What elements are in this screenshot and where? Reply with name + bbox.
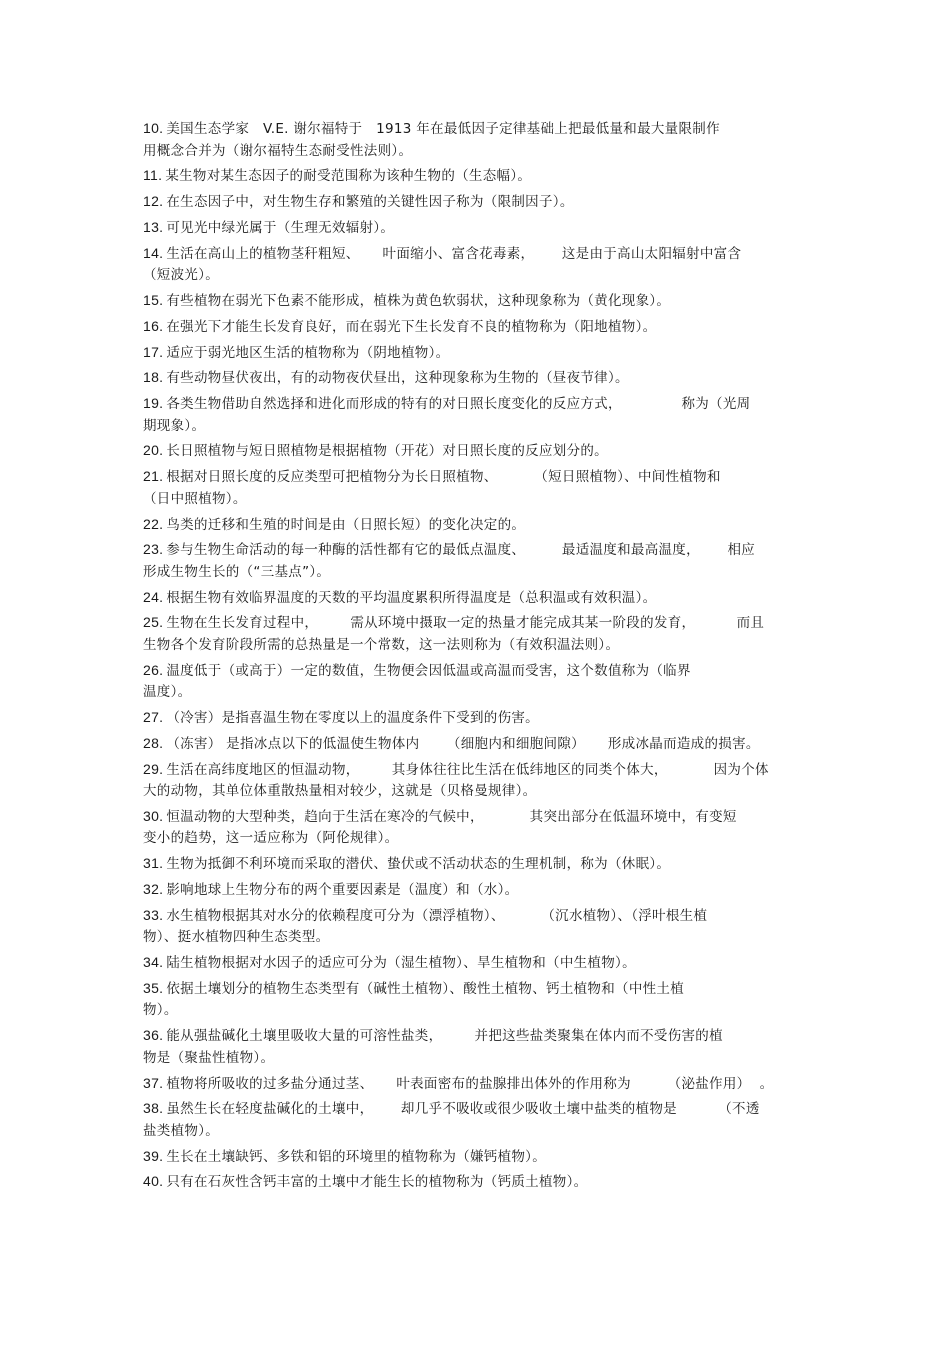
question-item — [143, 1146, 808, 1169]
question-number: 13. — [143, 218, 164, 235]
question-text-line — [143, 562, 808, 584]
question-number: 26. — [143, 661, 164, 678]
question-item — [143, 466, 808, 510]
question-item — [143, 978, 808, 1022]
question-text: 只有在石灰性含钙丰富的土壤中才能生长的植物称为（钙质土植物）。 — [166, 1174, 588, 1191]
question-text-line — [143, 165, 808, 188]
question-text: 物）。 — [143, 1002, 178, 1019]
question-number: 38. — [143, 1100, 164, 1117]
question-text: 有些植物在弱光下色素不能形成，植株为黄色软弱状，这种现象称为（黄化现象）。 — [166, 292, 671, 309]
question-number: 29. — [143, 760, 164, 777]
question-text: 适应于弱光地区生活的植物称为（阴地植物）。 — [166, 344, 450, 361]
question-item — [143, 191, 808, 214]
document-page — [143, 118, 808, 1197]
question-item — [143, 367, 808, 390]
question-item — [143, 342, 808, 365]
question-item — [143, 587, 808, 610]
question-number: 27. — [143, 709, 164, 726]
question-text: 能从强盐碱化土壤里吸收大量的可溶性盐类， 并把这些盐类聚集在体内而不受伤害的植 — [166, 1028, 723, 1045]
question-text: （短波光）。 — [143, 267, 220, 284]
question-text-line — [143, 781, 808, 803]
question-number: 10. — [143, 120, 164, 136]
question-item — [143, 217, 808, 240]
question-item — [143, 393, 808, 437]
question-text-line — [143, 682, 808, 704]
question-text-line — [143, 316, 808, 339]
question-text: 影响地球上生物分布的两个重要因素是（温度）和（水）。 — [166, 882, 519, 899]
question-text: 变小的趋势，这一适应称为（阿伦规律）。 — [143, 830, 399, 847]
question-item — [143, 733, 808, 756]
question-text: 美国生态学家 V.E. 谢尔福特于 1913 年在最低因子定律基础上把最低量和最大量限制作 — [166, 121, 720, 137]
question-text: 恒温动物的大型种类，趋向于生活在寒冷的气候中， 其突出部分在低温环境中，有变短 — [166, 808, 737, 825]
question-text-line — [143, 489, 808, 511]
question-number: 37. — [143, 1074, 164, 1091]
question-text: 生物为抵御不利环境而采取的潜伏、蛰伏或不活动状态的生理机制，称为（休眠）。 — [166, 856, 671, 873]
question-text: 生活在高纬度地区的恒温动物， 其身体往往比生活在低纬地区的同类个体大， 因为个体 — [166, 761, 769, 778]
question-text-line — [143, 342, 808, 365]
question-text-line — [143, 879, 808, 902]
question-text: 鸟类的迁移和生殖的时间是由（日照长短）的变化决定的。 — [166, 516, 526, 533]
question-item — [143, 118, 808, 162]
question-text-line — [143, 290, 808, 313]
question-text: 形成生物生长的（“三基点”）。 — [143, 563, 331, 580]
question-text: 长日照植物与短日照植物是根据植物（开花）对日照长度的反应划分的。 — [166, 443, 608, 460]
question-item — [143, 1171, 808, 1194]
question-text-line — [143, 1171, 808, 1194]
question-text: 生活在高山上的植物茎秆粗短、 叶面缩小、富含花毒素， 这是由于高山太阳辐射中富含 — [166, 245, 742, 262]
question-item — [143, 243, 808, 287]
question-text: 参与生物生命活动的每一种酶的活性都有它的最低点温度、 最适温度和最高温度， 相应 — [166, 542, 756, 559]
question-text: 温度低于（或高于）一定的数值，生物便会因低温或高温而受害，这个数值称为（临界 — [166, 662, 691, 679]
question-text-line — [143, 514, 808, 537]
question-text-line — [143, 1146, 808, 1169]
question-number: 24. — [143, 588, 164, 605]
question-text-line — [143, 265, 808, 287]
question-text: （冷害）是指喜温生物在零度以上的温度条件下受到的伤害。 — [166, 710, 539, 727]
question-item — [143, 905, 808, 949]
question-text: 陆生植物根据对水因子的适应可分为（湿生植物）、旱生植物和（中生植物）。 — [166, 955, 636, 972]
question-item — [143, 1025, 808, 1069]
question-text-line — [143, 587, 808, 610]
question-text-line — [143, 1073, 808, 1096]
question-number: 17. — [143, 343, 164, 360]
question-item — [143, 1098, 808, 1142]
question-text-line — [143, 1121, 808, 1143]
question-text: 物是（聚盐性植物）。 — [143, 1049, 275, 1066]
question-text: 用概念合并为（谢尔福特生态耐受性法则）。 — [143, 142, 413, 159]
question-text-line — [143, 707, 808, 730]
question-text: 生物在生长发育过程中， 需从环境中摄取一定的热量才能完成其某一阶段的发育， 而且 — [166, 615, 765, 632]
question-number: 33. — [143, 906, 164, 923]
question-number: 40. — [143, 1173, 164, 1190]
question-text: 虽然生长在轻度盐碱化的土壤中， 却几乎不吸收或很少吸收土壤中盐类的植物是 （不透 — [166, 1101, 760, 1118]
question-text: 在生态因子中，对生物生存和繁殖的关键性因子称为（限制因子）。 — [166, 194, 574, 211]
question-item — [143, 660, 808, 704]
question-number: 39. — [143, 1147, 164, 1164]
question-text-line — [143, 759, 808, 782]
question-item — [143, 952, 808, 975]
question-text: （日中照植物）。 — [143, 490, 247, 507]
question-text-line — [143, 853, 808, 876]
question-item — [143, 316, 808, 339]
question-item — [143, 707, 808, 730]
question-number: 25. — [143, 614, 164, 631]
question-text: 各类生物借助自然选择和进化而形成的特有的对日照长度变化的反应方式， 称为（光周 — [166, 396, 751, 413]
question-text-line — [143, 635, 808, 657]
question-item — [143, 853, 808, 876]
question-text: 水生植物根据其对水分的依赖程度可分为（漂浮植物）、 （沉水植物）、（浮叶根生植 — [166, 907, 708, 924]
question-text-line — [143, 539, 808, 562]
question-item — [143, 165, 808, 188]
question-text: 可见光中绿光属于（生理无效辐射）。 — [166, 219, 395, 236]
question-text-line — [143, 660, 808, 683]
question-item — [143, 806, 808, 850]
question-text-line — [143, 243, 808, 266]
question-text-line — [143, 217, 808, 240]
question-text-line — [143, 806, 808, 829]
question-text-line — [143, 733, 808, 756]
question-item — [143, 440, 808, 463]
question-text: 在强光下才能生长发育良好，而在弱光下生长发育不良的植物称为（阳地植物）。 — [166, 318, 657, 335]
question-text-line — [143, 466, 808, 489]
question-number: 36. — [143, 1027, 164, 1044]
question-item — [143, 514, 808, 537]
question-number: 20. — [143, 442, 164, 459]
question-text-line — [143, 416, 808, 438]
question-text-line — [143, 978, 808, 1001]
question-item — [143, 290, 808, 313]
question-number: 30. — [143, 807, 164, 824]
question-text: 生长在土壤缺钙、多铁和铝的环境里的植物称为（嫌钙植物）。 — [166, 1148, 547, 1165]
question-text: 根据对日照长度的反应类型可把植物分为长日照植物、 （短日照植物）、中间性植物和 — [166, 469, 721, 486]
question-item — [143, 879, 808, 902]
question-text: 生物各个发育阶段所需的总热量是一个常数，这一法则称为（有效积温法则）。 — [143, 636, 620, 653]
question-number: 15. — [143, 291, 164, 308]
question-text-line — [143, 927, 808, 949]
question-text-line — [143, 393, 808, 416]
question-number: 21. — [143, 468, 164, 485]
question-number: 34. — [143, 954, 164, 971]
question-text-line — [143, 1000, 808, 1022]
question-number: 31. — [143, 855, 164, 872]
question-number: 35. — [143, 979, 164, 996]
question-number: 12. — [143, 193, 164, 210]
question-text-line — [143, 440, 808, 463]
question-item — [143, 1073, 808, 1096]
question-text-line — [143, 828, 808, 850]
question-number: 28. — [143, 734, 164, 751]
question-text: 有些动物昼伏夜出，有的动物夜伏昼出，这种现象称为生物的（昼夜节律）。 — [166, 370, 629, 387]
question-text: 温度）。 — [143, 684, 192, 701]
question-text: （冻害） 是指冰点以下的低温使生物体内 （细胞内和细胞间隙） 形成冰晶而造成的损害。 — [166, 735, 760, 752]
question-item — [143, 539, 808, 583]
question-text-line — [143, 141, 808, 163]
question-text-line — [143, 367, 808, 390]
question-text: 根据生物有效临界温度的天数的平均温度累积所得温度是（总积温或有效积温）。 — [166, 589, 657, 606]
question-text-line — [143, 612, 808, 635]
question-number: 11. — [143, 167, 163, 184]
question-text: 某生物对某生态因子的耐受范围称为该种生物的（生态幅）。 — [165, 168, 532, 185]
question-number: 14. — [143, 244, 164, 261]
question-text-line — [143, 1025, 808, 1048]
question-item — [143, 612, 808, 656]
question-number: 23. — [143, 541, 164, 558]
question-number: 16. — [143, 317, 164, 334]
question-text: 物）、挺水植物四种生态类型。 — [143, 929, 330, 946]
question-text: 依据土壤划分的植物生态类型有（碱性土植物）、酸性土植物、钙土植物和（中性土植 — [166, 980, 685, 997]
question-text-line — [143, 952, 808, 975]
question-text-line — [143, 191, 808, 214]
question-text: 期现象）。 — [143, 417, 206, 434]
question-number: 19. — [143, 395, 164, 412]
question-text-line — [143, 118, 808, 141]
question-item — [143, 759, 808, 803]
question-number: 22. — [143, 515, 164, 532]
question-number: 32. — [143, 881, 164, 898]
question-text-line — [143, 1098, 808, 1121]
question-text: 大的动物，其单位体重散热量相对较少，这就是（贝格曼规律）。 — [143, 783, 537, 800]
question-number: 18. — [143, 369, 164, 386]
question-text: 盐类植物）。 — [143, 1122, 220, 1139]
question-text-line — [143, 905, 808, 928]
question-text-line — [143, 1048, 808, 1070]
question-text: 植物将所吸收的过多盐分通过茎、 叶表面密布的盐腺排出体外的作用称为 （泌盐作用） 。 — [166, 1075, 774, 1092]
